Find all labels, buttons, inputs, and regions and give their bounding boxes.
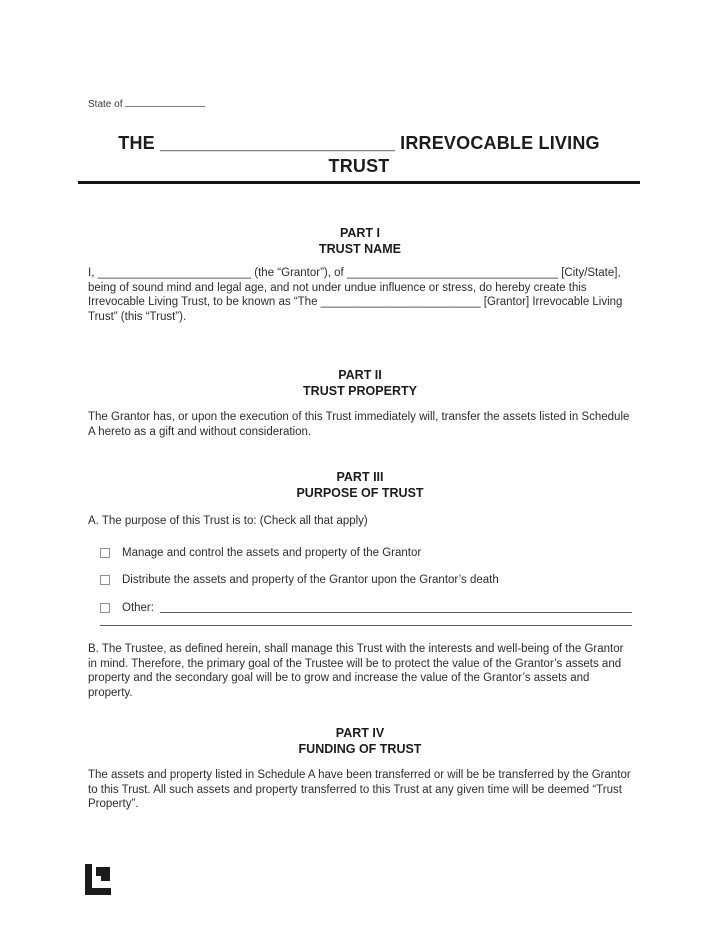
part3-heading-number: PART III <box>336 470 384 484</box>
purpose-option-other-row <box>100 601 632 616</box>
title-divider-rule <box>78 181 640 184</box>
part2-heading-number: PART II <box>338 368 382 382</box>
distribute-assets-label: Distribute the assets and property of the Grantor upon the Grantor’s death <box>122 574 499 586</box>
part2-heading <box>0 367 720 399</box>
part2-heading-name: TRUST PROPERTY <box>303 384 417 398</box>
part3-heading <box>0 469 720 501</box>
part4-heading <box>0 725 720 757</box>
document-title-line1: THE _______________________ IRREVOCABLE LIVING <box>118 133 600 153</box>
legal-templates-logo-icon <box>85 864 111 895</box>
distribute-assets-checkbox[interactable] <box>100 575 110 585</box>
purpose-option-distribute-row <box>100 573 632 588</box>
manage-assets-checkbox[interactable] <box>100 548 110 558</box>
part1-heading-name: TRUST NAME <box>319 242 401 256</box>
manage-assets-label: Manage and control the assets and property of the Grantor <box>122 546 422 559</box>
part4-heading-name: FUNDING OF TRUST <box>298 742 422 756</box>
state-of-label: State of <box>88 99 123 110</box>
part3-heading-name: PURPOSE OF TRUST <box>296 486 424 500</box>
document-title-line2: TRUST <box>328 156 390 176</box>
other-purpose-label: Other: <box>122 601 154 614</box>
state-blank-field <box>125 96 205 107</box>
part4-paragraph: The assets and property listed in Schedule A have been transferred or will be be transferred by the Grantor to this Trust. All such assets and property transferred to this Trust at any given time will be deemed “Trust Property”. <box>88 769 631 810</box>
part4-heading-number: PART IV <box>335 726 385 740</box>
part3-item-a: A. The purpose of this Trust is to: (Check all that apply) <box>88 515 368 527</box>
state-of-line <box>88 96 632 110</box>
part3-paragraph-b: B. The Trustee, as defined herein, shall manage this Trust with the interests and well-being of the Grantor in mind. Therefore, the primary goal of the Trustee will be to protect the value of the Grantor’s assets and property and the secondary goal will be to grow and increase the value of the Grantor’s assets and property. <box>88 643 624 699</box>
other-purpose-checkbox[interactable] <box>100 603 110 613</box>
purpose-option-manage-row <box>100 546 632 561</box>
other-purpose-blank-line <box>160 601 632 613</box>
part1-heading <box>0 225 720 257</box>
document-title <box>78 132 640 178</box>
part1-heading-number: PART I <box>339 226 381 240</box>
other-purpose-blank-line-continued <box>100 625 632 626</box>
part2-paragraph: The Grantor has, or upon the execution of this Trust immediately will, transfer the assets listed in Schedule A hereto as a gift and without consideration. <box>88 411 630 438</box>
part1-paragraph: I, ________________________ (the “Grantor”), of _________________________________ [City/State], being of sound mind and legal age, and not under undue influence or stress, do hereby create this Irrevocable Living Trust, to be known as “The _________________________ [Grantor] Irrevocable Living Trust” (this “Trust”). <box>88 267 623 323</box>
